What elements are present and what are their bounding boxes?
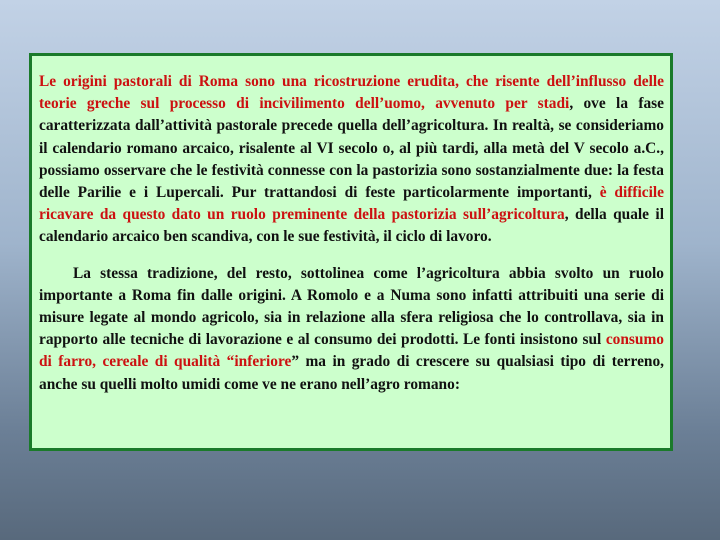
paragraph-2: [39, 263, 664, 396]
highlight-text: Le origini pastorali di Roma sono una ricostruzione erudita, che risente dell’influsso delle teorie greche sul processo di incivilimento dell’uomo, avvenuto per stadi: [39, 73, 664, 113]
body-text: La stessa tradizione, del resto, sottolinea come l’agricoltura abbia svolto un ruolo importante a Roma fin dalle origini. A Romolo e a Numa sono infatti attribuiti una serie di misure legate al mondo agricolo, sia in relazione alla sfera religiosa che lo controllava, sia in rapporto alle tecniche di lavorazione e al consumo dei prodotti. Le fonti insistono sul: [39, 264, 664, 349]
body-text: ” ma in grado di crescere su qualsiasi tipo di terreno, anche su quelli molto umidi come ve ne erano nell’agro romano:: [39, 353, 664, 393]
body-text: , della quale il calendario arcaico ben scandiva, con le sue festività, il ciclo di lavoro.: [39, 206, 664, 246]
paragraph-1: [39, 71, 664, 249]
highlight-text: consumo di farro, cereale di qualità “inferiore: [39, 331, 664, 371]
body-text: , ove la fase caratterizzata dall’attività pastorale precede quella dell’agricoltura. In realtà, se consideriamo il calendario romano arcaico, risalente al VI secolo o, al più tardi, alla metà del V secolo a.C., possiamo osservare che le festività connesse con la pastorizia sono sostanzialmente due: la festa delle Parilie e i Lupercali. Pur trattandosi di feste particolarmente importanti,: [39, 95, 664, 202]
text-box: [29, 53, 673, 451]
highlight-text: è difficile ricavare da questo dato un ruolo preminente della pastorizia sull’agricoltura: [39, 184, 664, 224]
